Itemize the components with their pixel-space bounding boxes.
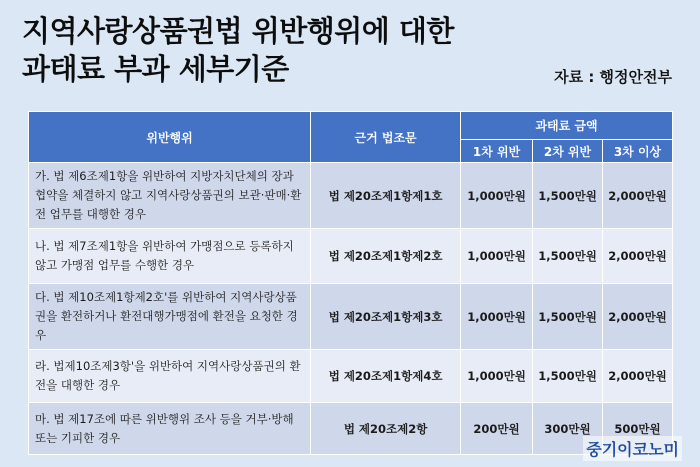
fine-third-cell: 2,000만원 (602, 350, 672, 403)
fine-third-cell: 2,000만원 (602, 163, 672, 229)
title-line-1: 지역사랑상품권법 위반행위에 대한 (22, 14, 454, 48)
fine-second-cell: 1,500만원 (533, 284, 603, 350)
fine-third-cell: 2,000만원 (602, 229, 672, 284)
law-cell: 법 제20조제2항 (311, 403, 461, 455)
fine-first-cell: 1,000만원 (461, 350, 533, 403)
title-line-2: 과태료 부과 세부기준 (22, 52, 289, 86)
table-row (29, 229, 673, 284)
fine-first-cell: 1,000만원 (461, 284, 533, 350)
source-label: 자료 : 행정안전부 (554, 68, 672, 86)
table-row (29, 350, 673, 403)
violation-cell: 나. 법 제7조제1항을 위반하여 가맹점으로 등록하지 않고 가맹점 업무를 수행한 경우 (29, 229, 311, 284)
law-cell: 법 제20조제1항제1호 (311, 163, 461, 229)
page-title (22, 12, 454, 88)
header-violation: 위반행위 (29, 112, 311, 163)
header-fine-amount: 과태료 금액 (461, 112, 673, 140)
fine-second-cell: 1,500만원 (533, 163, 603, 229)
table-row (29, 403, 673, 455)
header-third-violation: 3차 이상 (602, 140, 672, 163)
fine-table (28, 111, 673, 455)
fine-second-cell: 1,500만원 (533, 350, 603, 403)
law-cell: 법 제20조제1항제2호 (311, 229, 461, 284)
fine-third-cell: 2,000만원 (602, 284, 672, 350)
header-law: 근거 법조문 (311, 112, 461, 163)
fine-first-cell: 1,000만원 (461, 163, 533, 229)
table-row (29, 163, 673, 229)
fine-second-cell: 1,500만원 (533, 229, 603, 284)
header-first-violation: 1차 위반 (461, 140, 533, 163)
fine-second-cell: 300만원 (533, 403, 603, 455)
header-second-violation: 2차 위반 (533, 140, 603, 163)
fine-first-cell: 200만원 (461, 403, 533, 455)
law-cell: 법 제20조제1항제3호 (311, 284, 461, 350)
violation-cell: 마. 법 제17조에 따른 위반행위 조사 등을 거부·방해 또는 기피한 경우 (29, 403, 311, 455)
fine-first-cell: 1,000만원 (461, 229, 533, 284)
publisher-logo: 중기이코노미 (583, 436, 682, 461)
table-row (29, 284, 673, 350)
law-cell: 법 제20조제1항제4호 (311, 350, 461, 403)
violation-cell: 다. 법 제10조제1항제2호'를 위반하여 지역사랑상품권을 환전하거나 환전대행가맹점에 환전을 요청한 경우 (29, 284, 311, 350)
fine-third-cell: 500만원 (602, 403, 672, 455)
violation-cell: 가. 법 제6조제1항을 위반하여 지방자치단체의 장과 협약을 체결하지 않고 지역사랑상품권의 보관·판매·환전 업무를 대행한 경우 (29, 163, 311, 229)
violation-cell: 라. 법제10조제3항'을 위반하여 지역사랑상품권의 환전을 대행한 경우 (29, 350, 311, 403)
